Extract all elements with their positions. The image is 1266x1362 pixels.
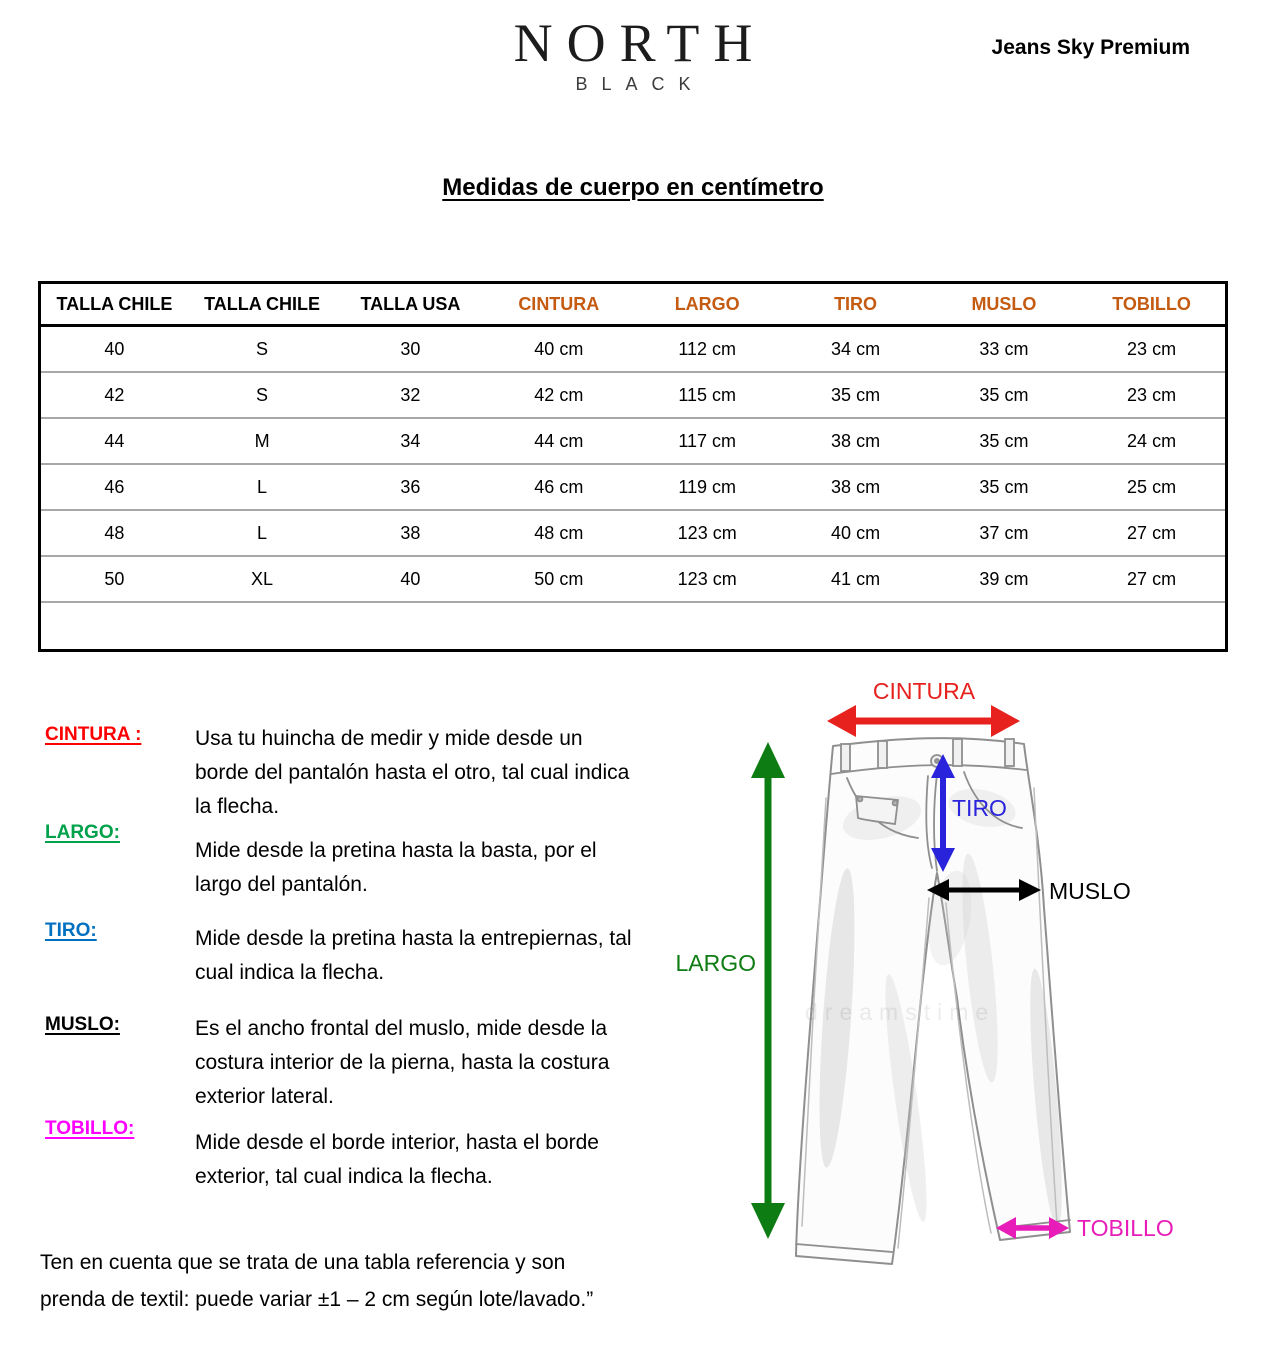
- diagram-tiro-label: TIRO: [952, 795, 1007, 821]
- definition-label: CINTURA :: [45, 724, 142, 745]
- table-cell: 27 cm: [1078, 510, 1226, 556]
- table-cell: L: [188, 464, 336, 510]
- table-cell: 36: [336, 464, 484, 510]
- column-header: TOBILLO: [1078, 283, 1226, 326]
- table-cell: [781, 602, 929, 651]
- product-name: Jeans Sky Premium: [991, 36, 1190, 59]
- table-cell: 37 cm: [930, 510, 1078, 556]
- column-header: MUSLO: [930, 283, 1078, 326]
- table-cell: 48 cm: [485, 510, 633, 556]
- table-cell: 25 cm: [1078, 464, 1226, 510]
- definition-text: Mide desde la pretina hasta la entrepiernas, tal cual indica la flecha.: [195, 927, 632, 984]
- largo-arrow: [675, 742, 785, 1239]
- table-cell: 123 cm: [633, 510, 781, 556]
- jeans-diagram: [650, 668, 1230, 1328]
- table-cell: 23 cm: [1078, 372, 1226, 418]
- table-cell: 35 cm: [930, 372, 1078, 418]
- table-row: [40, 510, 1227, 556]
- table-cell: 42 cm: [485, 372, 633, 418]
- table-cell: 48: [40, 510, 188, 556]
- table-cell: 38 cm: [781, 464, 929, 510]
- table-cell: 46: [40, 464, 188, 510]
- table-cell: 123 cm: [633, 556, 781, 602]
- table-header-row: [40, 283, 1227, 326]
- column-header: TALLA CHILE: [40, 283, 188, 326]
- table-cell: [336, 602, 484, 651]
- table-cell: 44 cm: [485, 418, 633, 464]
- column-header: TIRO: [781, 283, 929, 326]
- table-cell: 40 cm: [534, 338, 584, 359]
- diagram-largo-label: LARGO: [675, 950, 756, 976]
- cintura-arrow: [827, 678, 1020, 737]
- table-cell: [40, 602, 188, 651]
- table-cell: 119 cm: [633, 464, 781, 510]
- table-cell: 50 cm: [485, 556, 633, 602]
- jeans-illustration: [650, 668, 1230, 1328]
- footnote-line: prenda de textil: puede variar ±1 – 2 cm según lote/lavado.”: [40, 1288, 594, 1311]
- table-cell: 35 cm: [930, 464, 1078, 510]
- brand-name: NORTH: [513, 13, 767, 73]
- table-cell: 34 cm: [831, 338, 881, 359]
- definition-text: Mide desde la pretina hasta la basta, por el largo del pantalón.: [195, 839, 597, 896]
- table-row: [40, 326, 1227, 373]
- footnote: [40, 1244, 593, 1318]
- table-cell: 38 cm: [781, 418, 929, 464]
- table-cell: 40: [104, 338, 125, 359]
- column-header: TALLA CHILE: [188, 283, 336, 326]
- column-header: TALLA USA: [336, 283, 484, 326]
- table-cell: [930, 602, 1078, 651]
- table-cell: 42: [40, 372, 188, 418]
- table-cell: 30: [400, 338, 421, 359]
- footnote-line: Ten en cuenta que se trata de una tabla referencia y son: [40, 1251, 566, 1274]
- definition-text: Es el ancho frontal del muslo, mide desde la costura interior de la pierna, hasta la costura exterior lateral.: [195, 1017, 610, 1108]
- diagram-tobillo-label: TOBILLO: [1077, 1215, 1174, 1241]
- table-row: [40, 372, 1227, 418]
- table-cell: M: [188, 418, 336, 464]
- table-row: [40, 464, 1227, 510]
- diagram-muslo-label: MUSLO: [1049, 878, 1131, 904]
- table-cell: 39 cm: [930, 556, 1078, 602]
- table-cell: 38: [336, 510, 484, 556]
- table-cell: 40: [336, 556, 484, 602]
- table-cell: S: [188, 372, 336, 418]
- table-cell: S: [256, 338, 269, 359]
- table-cell: 24 cm: [1078, 418, 1226, 464]
- table-cell: [633, 602, 781, 651]
- diagram-cintura-label: CINTURA: [872, 678, 976, 704]
- table-cell: 33 cm: [979, 338, 1029, 359]
- stock-watermark: dreamstime: [805, 999, 996, 1025]
- table-empty-row: [40, 602, 1227, 651]
- table-cell: 44: [40, 418, 188, 464]
- brand-subname: BLACK: [575, 74, 705, 94]
- table-row: [40, 418, 1227, 464]
- definition-label: MUSLO:: [45, 1014, 120, 1035]
- definition-label: TOBILLO:: [45, 1118, 135, 1139]
- table-cell: [1078, 602, 1226, 651]
- table-cell: 34: [336, 418, 484, 464]
- table-cell: L: [188, 510, 336, 556]
- table-cell: 112 cm: [678, 338, 737, 359]
- table-cell: 32: [336, 372, 484, 418]
- table-cell: 40 cm: [781, 510, 929, 556]
- table-cell: [188, 602, 336, 651]
- size-table: [38, 281, 1228, 652]
- table-cell: 46 cm: [485, 464, 633, 510]
- size-table-container: [38, 281, 1228, 652]
- table-cell: 35 cm: [930, 418, 1078, 464]
- table-cell: 23 cm: [1127, 338, 1177, 359]
- table-row: [40, 556, 1227, 602]
- column-header: LARGO: [633, 283, 781, 326]
- definition-text: Mide desde el borde interior, hasta el borde exterior, tal cual indica la flecha.: [195, 1131, 599, 1188]
- definition-text: Usa tu huincha de medir y mide desde un borde del pantalón hasta el otro, tal cual indica la flecha.: [195, 727, 630, 818]
- table-cell: [485, 602, 633, 651]
- table-cell: 41 cm: [781, 556, 929, 602]
- table-cell: 27 cm: [1078, 556, 1226, 602]
- table-cell: 117 cm: [633, 418, 781, 464]
- table-cell: 35 cm: [781, 372, 929, 418]
- column-header: CINTURA: [485, 283, 633, 326]
- table-cell: 50: [40, 556, 188, 602]
- definition-label: TIRO:: [45, 920, 97, 941]
- table-cell: 115 cm: [633, 372, 781, 418]
- definition-label: LARGO:: [45, 822, 120, 843]
- table-cell: XL: [188, 556, 336, 602]
- page-title: Medidas de cuerpo en centímetro: [442, 174, 824, 201]
